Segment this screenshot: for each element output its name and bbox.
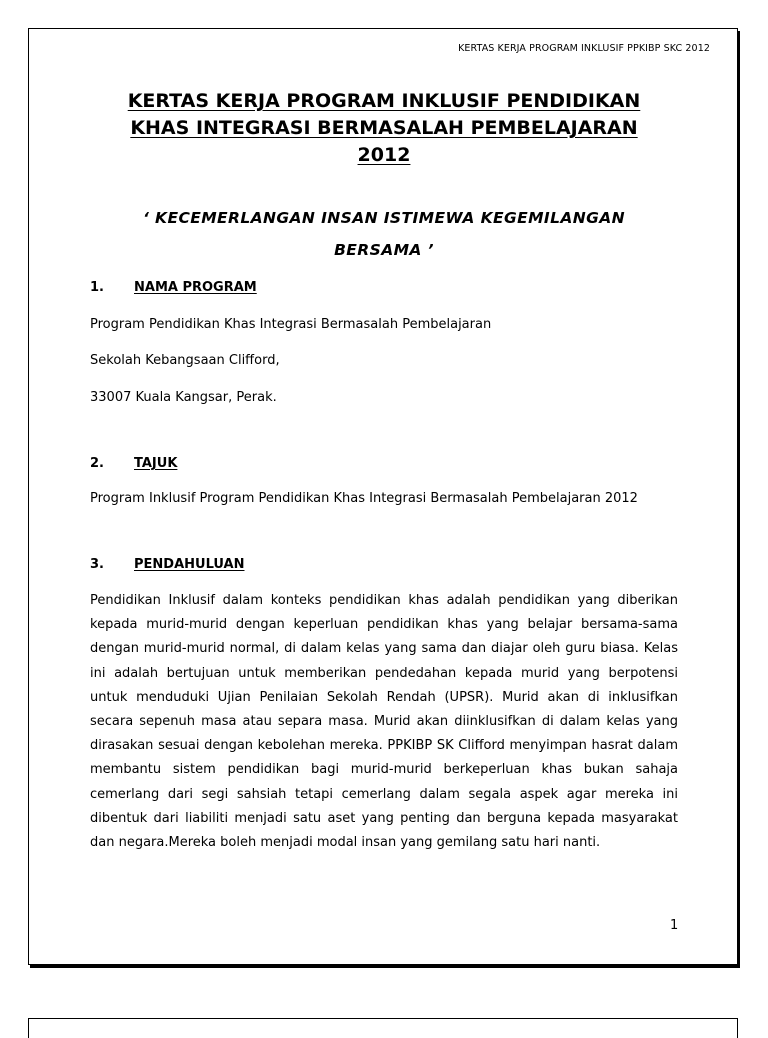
school-name-line: Sekolah Kebangsaan Clifford, [90,353,280,368]
section-label: TAJUK [134,456,178,471]
title-line: KHAS INTEGRASI BERMASALAH PEMBELAJARAN [130,117,638,139]
section-number: 1. [90,280,104,295]
motto-line: BERSAMA ’ [334,241,434,259]
section-heading-nama-program [90,280,257,295]
program-name-line: Program Pendidikan Khas Integrasi Bermasalah Pembelajaran [90,317,492,332]
motto [90,202,678,266]
address-line: 33007 Kuala Kangsar, Perak. [90,390,277,405]
next-page-edge [28,1018,738,1038]
page-number: 1 [670,918,679,933]
title-line: KERTAS KERJA PROGRAM INKLUSIF PENDIDIKAN [127,90,641,112]
tajuk-line: Program Inklusif Program Pendidikan Khas Integrasi Bermasalah Pembelajaran 2012 [90,491,638,506]
motto-line: ‘ KECEMERLANGAN INSAN ISTIMEWA KEGEMILANGAN [142,209,626,227]
title-line: 2012 [357,144,411,166]
document-title [90,88,678,169]
section-number: 3. [90,557,104,572]
section-label: PENDAHULUAN [134,557,245,572]
pendahuluan-paragraph: Pendidikan Inklusif dalam konteks pendidikan khas adalah pendidikan yang diberikan kepada murid-murid dengan keperluan pendidikan khas yang belajar bersama-sama dengan murid-murid normal, di dalam kelas yang sama dan diajar oleh guru biasa. Kelas ini adalah bertujuan untuk memberikan pendedahan kepada murid yang berpotensi untuk menduduki Ujian Penilaian Sekolah Rendah (UPSR). Murid akan di inklusifkan secara sepenuh masa atau separa masa. Murid akan diinklusifkan di dalam kelas yang dirasakan sesuai dengan kebolehan mereka. PPKIBP SK Clifford menyimpan hasrat dalam membantu sistem pendidikan bagi murid-murid berkeperluan khas bukan sahaja cemerlang dari segi sahsiah tetapi cemerlang dalam segala aspek agar mereka ini dibentuk dari liabiliti menjadi satu aset yang penting dan berguna kepada masyarakat dan negara.Mereka boleh menjadi modal insan yang gemilang satu hari nanti. [90,593,678,851]
section-label: NAMA PROGRAM [134,280,257,295]
running-header: KERTAS KERJA PROGRAM INKLUSIF PPKIBP SKC 2012 [458,43,710,54]
section-heading-tajuk [90,456,177,471]
section-heading-pendahuluan [90,557,245,572]
section-number: 2. [90,456,104,471]
